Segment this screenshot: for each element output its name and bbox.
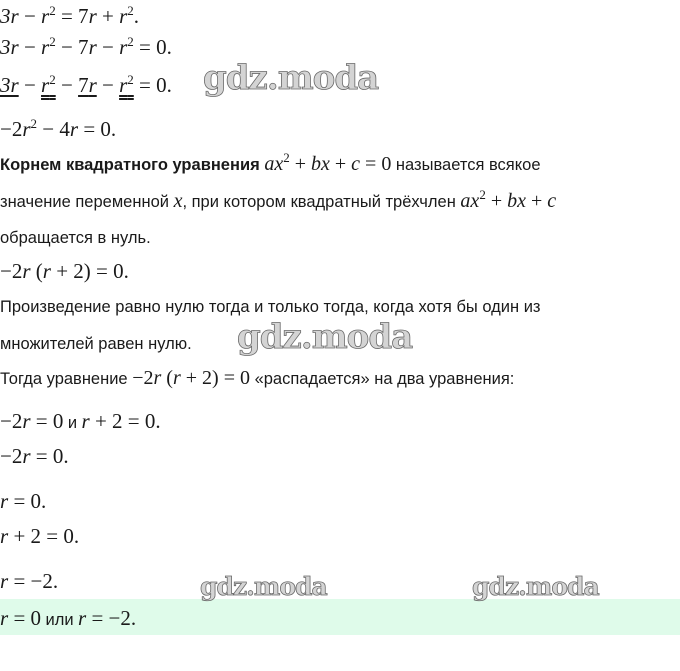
- definition-line-2: значение переменной x, при котором квадратный трёхчлен $ax^2$ + bx + c: [0, 187, 557, 212]
- watermark-logo: gdz.moda: [237, 317, 413, 357]
- factored-equation: −2r (r + 2) = 0.: [0, 259, 129, 283]
- final-answer: r = 0 или r = −2.: [0, 606, 137, 630]
- watermark-logo: gdz.moda: [203, 58, 379, 98]
- definition-text: называется всякое: [395, 156, 541, 174]
- equation-line-1: $3r - r^2 = 7r + r^2$.: [0, 3, 140, 28]
- equation-step-2: r + 2 = 0.: [0, 524, 80, 548]
- watermark-logo: gdz.moda: [200, 572, 327, 601]
- two-equations: −2r = 0 и r + 2 = 0.: [0, 409, 161, 433]
- equation-step-1: −2r = 0.: [0, 444, 69, 468]
- split-line: Тогда уравнение −2r (r + 2) = 0 «распадается» на два уравнения:: [0, 367, 515, 389]
- definition-line-3: обращается в нуль.: [0, 229, 151, 247]
- definition-line-1: Корнем квадратного уравнения $ax^2$ + bx + c = 0 называется всякое: [0, 150, 541, 175]
- watermark-logo: gdz.moda: [472, 572, 599, 601]
- equation-line-2: $3r - r^2 - 7r - r^2 = 0$.: [0, 34, 172, 59]
- equation-line-4: $-2r^2 - 4r = 0$.: [0, 116, 117, 141]
- root-1: r = 0.: [0, 489, 47, 513]
- definition-term: Корнем квадратного уравнения: [0, 156, 260, 174]
- rule-line-1: Произведение равно нулю тогда и только тогда, когда хотя бы один из: [0, 298, 541, 316]
- root-2: r = −2.: [0, 569, 59, 593]
- rule-line-2: множителей равен нулю.: [0, 335, 192, 353]
- equation-line-3-grouped: $3r - r^2 - 7r - r^2 = 0$.: [0, 72, 172, 97]
